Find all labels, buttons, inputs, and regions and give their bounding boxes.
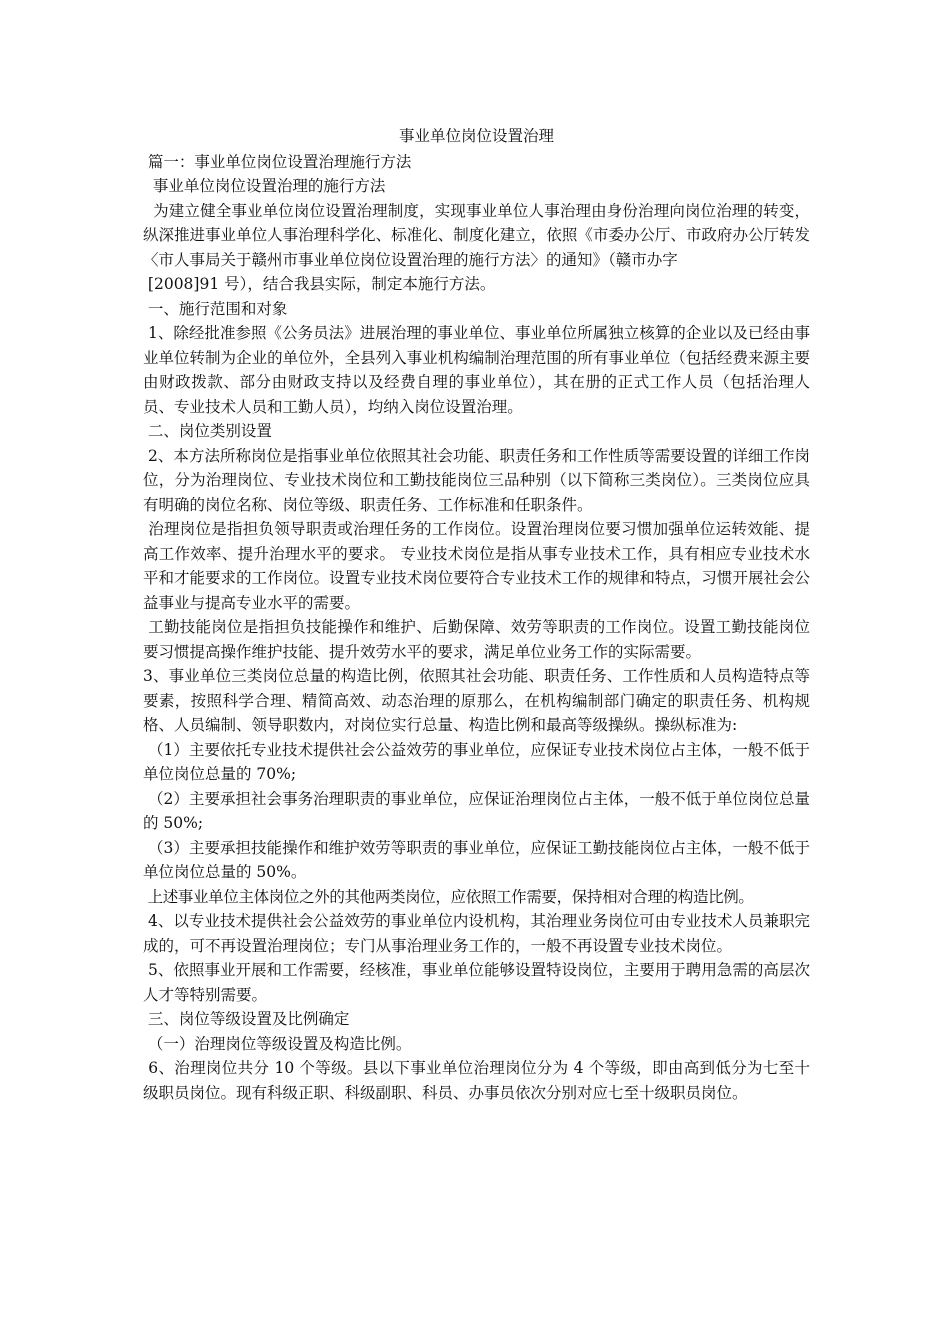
- paragraph-intro: 为建立健全事业单位岗位设置治理制度，实现事业单位人事治理由身份治理向岗位治理的转变，纵深推进事业单位人事治理科学化、标准化、制度化建立，依照《市委办公厅、市政府办公厅转发〈市人事局关于赣州市事业单位岗位设置治理的施行方法〉的通知》（赣市办字: [143, 201, 810, 269]
- paragraph-skill: 工勤技能岗位是指担负技能操作和维护、后勤保障、效劳等职责的工作岗位。设置工勤技能岗位要习惯提高操作维护技能、提升效劳水平的要求，满足单位业务工作的实际需要。: [143, 618, 810, 661]
- document-title: 事业单位岗位设置治理: [398, 127, 554, 145]
- subtitle: 事业单位岗位设置治理的施行方法: [143, 177, 386, 195]
- paragraph-1: 1、除经批准参照《公务员法》进展治理的事业单位、事业单位所属独立核算的企业以及已经由事业单位转制为企业的单位外，全县列入事业机构编制治理范围的所有事业单位（包括经费来源主要由财政拨款、部分由财政支持以及经费自理的事业单位），其在册的正式工作人员（包括治理人员、专业技术人员和工勤人员），均纳入岗位设置治理。: [143, 324, 810, 416]
- paragraph-management: 治理岗位是指担负领导职责或治理任务的工作岗位。设置治理岗位要习惯加强单位运转效能、提高工作效率、提升治理水平的要求。 专业技术岗位是指从事专业技术工作，具有相应专业技术水平和才能要求的工作岗位。设置专业技术岗位要符合专业技术工作的规律和特点，习惯开展社会公益事业与提高专业水平的需要。: [143, 520, 810, 612]
- paragraph-other: 上述事业单位主体岗位之外的其他两类岗位，应依照工作需要，保持相对合理的构造比例。: [143, 887, 754, 906]
- section-heading-2: 二、岗位类别设置: [143, 422, 272, 440]
- list-item-1: （1）主要依托专业技术提供社会公益效劳的事业单位，应保证专业技术岗位占主体，一般不低于单位岗位总量的 70%;: [143, 740, 810, 783]
- list-item-3: （3）主要承担技能操作和维护效劳等职责的事业单位，应保证工勤技能岗位占主体，一般不低于单位岗位总量的 50%。: [143, 838, 810, 881]
- list-item-2: （2）主要承担社会事务治理职责的事业单位，应保证治理岗位占主体，一般不低于单位岗位总量的 50%;: [143, 789, 810, 832]
- paragraph-4: 4、以专业技术提供社会公益效劳的事业单位内设机构，其治理业务岗位可由专业技术人员兼职完成的，可不再设置治理岗位；专门从事治理业务工作的，一般不再设置专业技术岗位。: [143, 912, 810, 955]
- paragraph-2: 2、本方法所称岗位是指事业单位依照其社会功能、职责任务和工作性质等需要设置的详细工作岗位，分为治理岗位、专业技术岗位和工勤技能岗位三品种别（以下简称三类岗位）。三类岗位应具有明确的岗位名称、岗位等级、职责任务、工作标准和任职条件。: [143, 446, 810, 514]
- paragraph-intro-cont: [2008]91 号），结合我县实际，制定本施行方法。: [143, 275, 496, 293]
- document-page: [143, 124, 810, 1105]
- intro-heading: 篇一：事业单位岗位设置治理施行方法: [143, 152, 412, 171]
- paragraph-5: 5、依照事业开展和工作需要，经核准，事业单位能够设置特设岗位，主要用于聘用急需的高层次人才等特别需要。: [143, 961, 810, 1004]
- section-heading-1: 一、施行范围和对象: [143, 299, 288, 318]
- paragraph-3: 3、事业单位三类岗位总量的构造比例，依照其社会功能、职责任务、工作性质和人员构造特点等要素，按照科学合理、精简高效、动态治理的原那么，在机构编制部门确定的职责任务、机构规格、人员编制、领导职数内，对岗位实行总量、构造比例和最高等级操纵。操纵标准为:: [143, 667, 810, 734]
- paragraph-6: 6、治理岗位共分 10 个等级。县以下事业单位治理岗位分为 4 个等级，即由高到低分为七至十级职员岗位。现有科级正职、科级副职、科员、办事员依次分别对应七至十级职员岗位。: [143, 1059, 810, 1102]
- section-heading-3: 三、岗位等级设置及比例确定: [143, 1010, 350, 1028]
- subsection-heading-1: （一）治理岗位等级设置及构造比例。: [143, 1034, 412, 1053]
